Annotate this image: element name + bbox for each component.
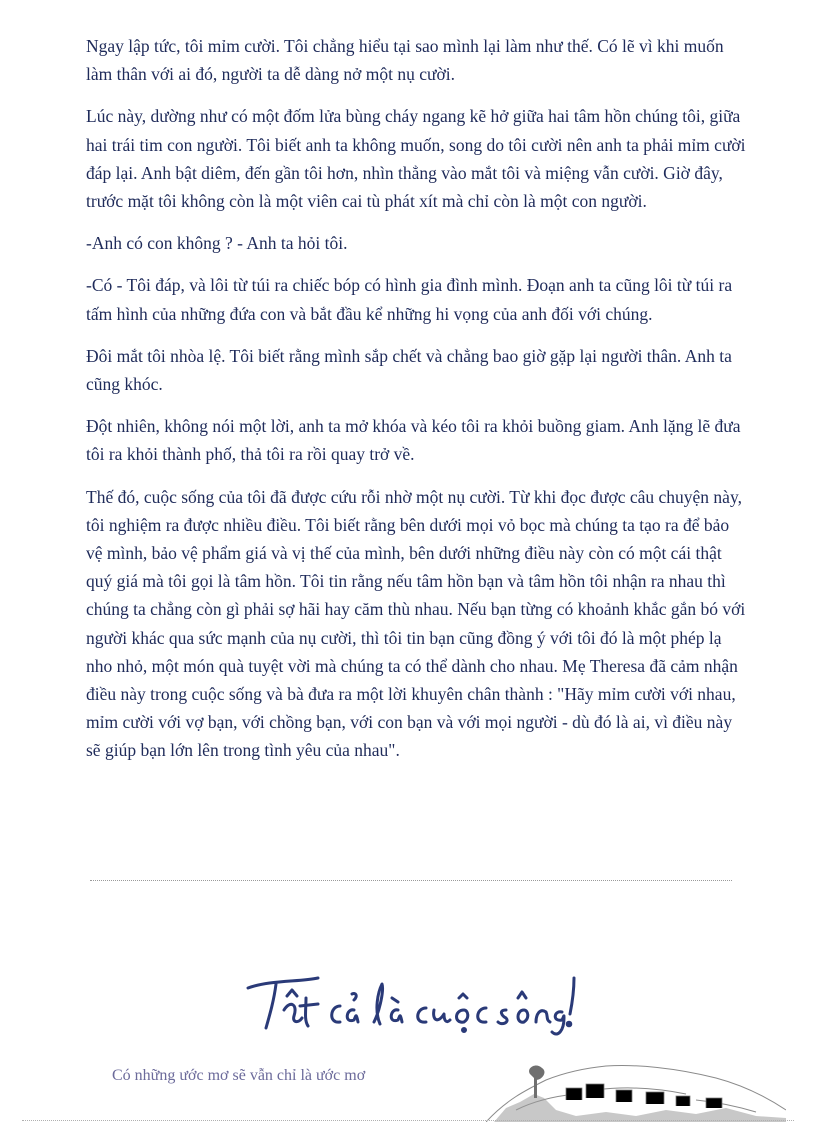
divider <box>22 1120 794 1121</box>
paragraph: Thế đó, cuộc sống của tôi đã được cứu rỗi nhờ một nụ cười. Từ khi đọc được câu chuyện này, tôi nghiệm ra được nhiều điều. Tôi biết rằng bên dưới mọi vỏ bọc mà chúng ta tạo ra để bảo vệ mình, bảo vệ phẩm giá và vị thế của mình, bên dưới những điều này còn có một cái thật quý giá mà tôi gọi là tâm hồn. Tôi tin rằng nếu tâm hồn bạn và tâm hồn tôi nhận ra nhau thì chúng ta chẳng còn gì phải sợ hãi hay căm thù nhau. Nếu bạn từng có khoảnh khắc gắn bó với người khác qua sức mạnh của nụ cười, thì tôi tin bạn cũng đồng ý với tôi đó là một phép lạ nho nhỏ, một món quà tuyệt vời mà chúng ta có thể dành cho nhau. Mẹ Theresa đã cảm nhận điều này trong cuộc sống và bà đưa ra một lời khuyên chân thành : "Hãy mỉm cười với nhau, mỉm cười với vợ bạn, với chồng bạn, với con bạn và với mọi người - dù đó là ai, vì điều này sẽ giúp bạn lớn lên trong tình yêu của nhau". <box>86 486 746 761</box>
divider <box>90 880 732 881</box>
paragraph: Lúc này, dường như có một đốm lửa bùng cháy ngang kẽ hở giữa hai tâm hồn chúng tôi, giữa hai trái tim con người. Tôi biết anh ta không muốn, song do tôi cười nên anh ta phải mỉm cười đáp lại. Anh bật diêm, đến gần tôi hơn, nhìn thẳng vào mắt tôi và miệng vẫn cười. Giờ đây, trước mặt tôi không còn là một viên cai tù phát xít mà chỉ còn là một con người. <box>86 106 746 212</box>
article-body <box>86 32 746 779</box>
paragraph: Đột nhiên, không nói một lời, anh ta mở khóa và kéo tôi ra khỏi buồng giam. Anh lặng lẽ đưa tôi ra khỏi thành phố, thả tôi ra rồi quay trở về. <box>86 416 741 465</box>
landscape-sketch-image <box>486 1050 786 1122</box>
paragraph: Đôi mắt tôi nhòa lệ. Tôi biết rằng mình sắp chết và chẳng bao giờ gặp lại người thân. Anh ta cũng khóc. <box>86 345 732 395</box>
logo <box>240 970 580 1040</box>
paragraph: -Anh có con không ? - Anh ta hỏi tôi. <box>86 233 348 254</box>
paragraph: -Có - Tôi đáp, và lôi từ túi ra chiếc bóp có hình gia đình mình. Đoạn anh ta cũng lôi từ túi ra tấm hình của những đứa con và bắt đầu kể những hi vọng của anh đối với chúng. <box>86 275 733 324</box>
tagline: Có những ước mơ sẽ vẫn chỉ là ước mơ <box>112 1067 366 1084</box>
paragraph: Ngay lập tức, tôi mỉm cười. Tôi chẳng hiểu tại sao mình lại làm như thế. Có lẽ vì khi muốn làm thân với ai đó, người ta dễ dàng nở một nụ cười. <box>86 36 724 85</box>
